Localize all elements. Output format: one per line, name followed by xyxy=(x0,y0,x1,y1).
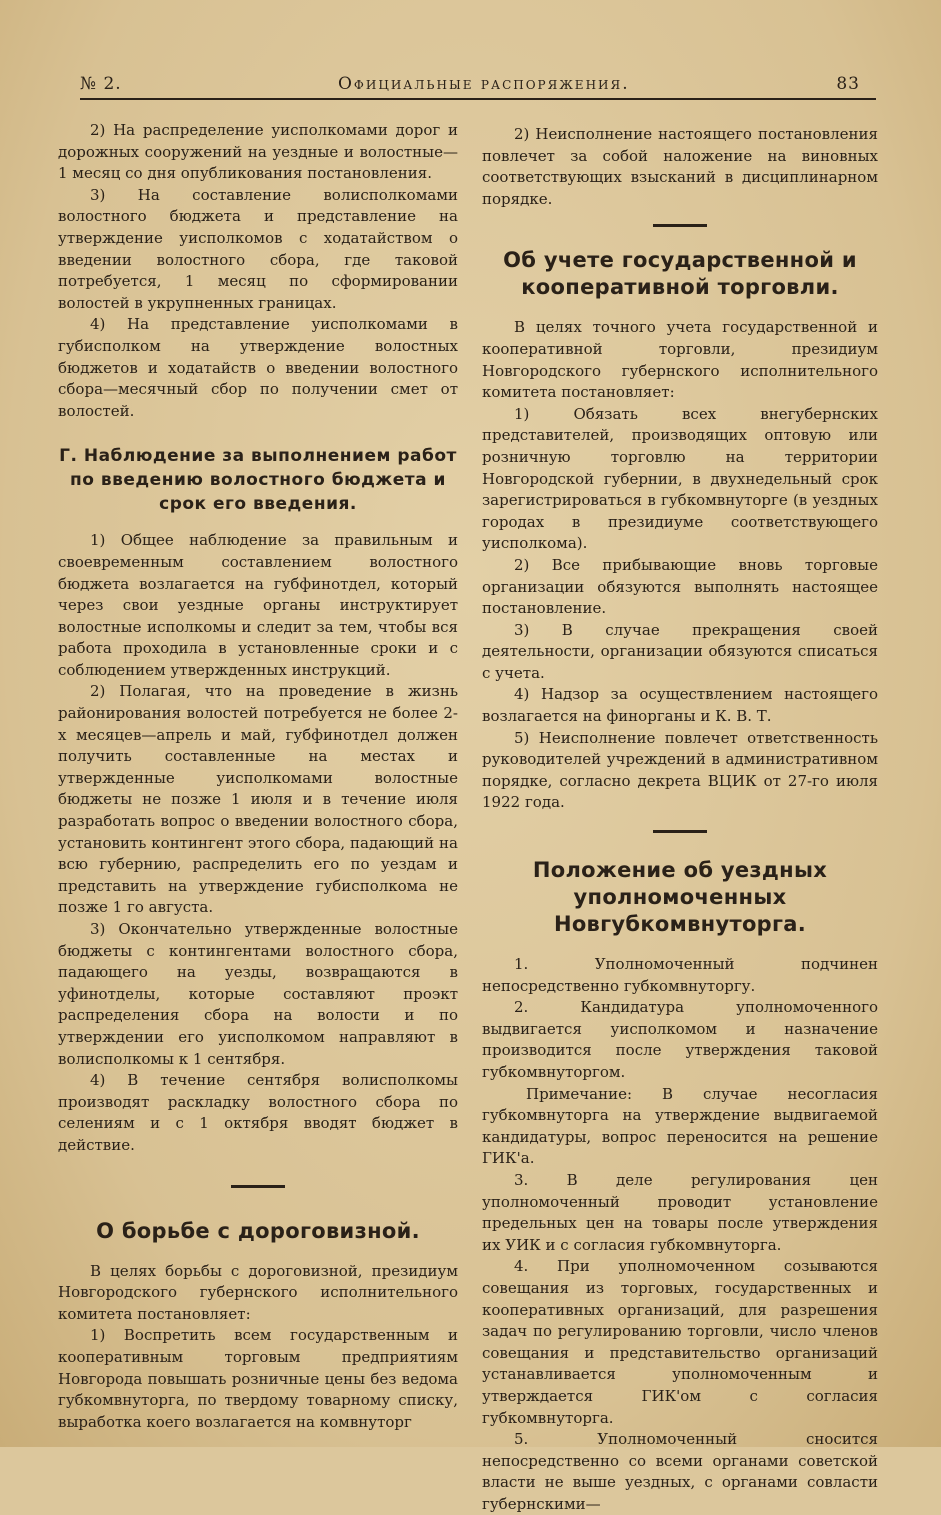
paragraph: 3) На составление волисполкомами волостного бюджета и представление на утверждение уисполкомов с ходатайством о введении волостного сбора, где таковой потребуется, 1 месяц по сформировании волостей в укрупненных границах. xyxy=(58,185,458,312)
paragraph: 1. Уполномоченный подчинен непосредственно губкомвнуторгу. xyxy=(482,955,878,995)
paragraph: 1) Общее наблюдение за правильным и своевременным составлением волостного бюджета возлагается на губфинотдел, который через свои уездные органы инструктирует волостные исполкомы и следит за тем, чтобы вся работа проходила в установленные сроки и с соблюдением утвержденных инструкций. xyxy=(58,531,458,679)
note-paragraph: Примечание: В случае несогласия губкомвнуторга на утверждение выдвигаемой кандидатуры, вопрос переносится на решение ГИК'а. xyxy=(482,1084,878,1168)
paragraph: 5) Неисполнение повлечет ответственность руководителей учреждений в административном порядке, согласно декрета ВЦИК от 27-го июля 1922 года. xyxy=(482,728,878,812)
left-column xyxy=(58,120,458,1433)
paragraph: 3) В случае прекращения своей деятельности, организации обязуются списаться с учета. xyxy=(482,620,878,682)
paragraph: 1) Воспретить всем государственным и кооперативным торговым предприятиям Новгорода повышать розничные цены без ведома губкомвнуторга, по твердому товарному списку, выработка коего возлагается на комвнуторг xyxy=(58,1326,458,1431)
paragraph: 4) На представление уисполкомами в губисполком на утверждение волостных бюджетов и ходатайств о введении волостного сбора—месячный сбор по получении смет от волостей. xyxy=(58,315,458,420)
paragraph: 3. В деле регулирования цен уполномоченный проводит установление предельных цен на товары после утверждения их УИК и с согласия губкомвнуторга. xyxy=(482,1170,878,1254)
page-header xyxy=(80,68,880,100)
paragraph: 2) Полагая, что на проведение в жизнь районирования волостей потребуется не более 2-х месяцев—апрель и май, губфинотдел должен получить составленные на местах и утвержденные уисполкомами волостные бюджеты не позже 1 июля и в течение июля разработать вопрос о введении волостного сбора, установить контингент этого сбора, падающий на всю губернию, распределить его по уездам и представить на утверждение губисполкома не позже 1 го августа. xyxy=(58,682,458,917)
paragraph: 4) В течение сентября волисполкомы производят раскладку волостного сбора по селениям и с 1 октября вводят бюджет в действие. xyxy=(58,1071,458,1154)
header-rule xyxy=(80,98,876,100)
section-heading-g: Г. Наблюдение за выполнением работ по введению волостного бюджета и срок его введения. xyxy=(59,446,457,515)
page-number: 83 xyxy=(836,74,860,94)
paragraph: В целях точного учета государственной и кооперативной торговли, президиум Новгородского губернского исполнительного комитета постановляет: xyxy=(482,318,878,402)
paragraph: 2) Все прибывающие вновь торговые организации обязуются выполнять настоящее постановление. xyxy=(482,555,878,618)
paragraph: 2) Неисполнение настоящего постановления повлечет за собой наложение на виновных соответствующих взысканий в дисциплинарном порядке. xyxy=(482,125,878,208)
paragraph: 1) Обязать всех внегубернских представителей, производящих оптовую или розничную торговлю на территории Новгородской губернии, в двухнедельный срок зарегистрироваться в губкомвнуторге (в уездных городах в президиуме соответствующего уисполкома). xyxy=(482,404,878,553)
section-heading-dorogovizna: О борьбе с дороговизной. xyxy=(96,1218,420,1243)
right-column xyxy=(482,124,878,1515)
section-heading-torgovlya: Об учете государственной и кооперативной торговли. xyxy=(503,248,857,300)
paragraph: 3) Окончательно утвержденные волостные бюджеты с контингентами волостного сбора, падающего на уезды, возвращаются в уфинотделы, которые составляют проэкт распределения сбора на волости и по утверждении его уисполкомом направляют в волисполкомы к 1 сентября. xyxy=(58,920,458,1068)
section-heading-upolnomochennye: Положение об уездных уполномоченных Новгубкомвнуторга. xyxy=(532,858,828,937)
running-title: Официальные распоряжения. xyxy=(338,74,630,94)
paragraph: 2) На распределение уисполкомами дорог и дорожных сооружений на уездные и волостные— 1 месяц со дня опубликования постановления. xyxy=(58,121,458,183)
paragraph: 4. При уполномоченном созываются совещания из торговых, государственных и кооперативных организаций, для разрешения задач по регулированию торговли, число членов совещания и представительство организаций устанавливается уполномоченным и утверждается ГИК'ом с согласия губкомвнуторга. xyxy=(482,1257,878,1427)
paragraph: В целях борьбы с дороговизной, президиум Новгородского губернского исполнительного комитета постановляет: xyxy=(58,1261,458,1323)
paragraph: 5. Уполномоченный сносится непосредственно со всеми органами советской власти не выше уездных, с органами совласти губернскими— xyxy=(482,1430,878,1513)
paragraph: 2. Кандидатура уполномоченного выдвигается уисполкомом и назначение производится после утверждения таковой губкомвнуторгом. xyxy=(482,998,878,1081)
paragraph: 4) Надзор за осуществлением настоящего возлагается на финорганы и К. В. Т. xyxy=(482,685,878,726)
issue-number: № 2. xyxy=(80,74,122,94)
